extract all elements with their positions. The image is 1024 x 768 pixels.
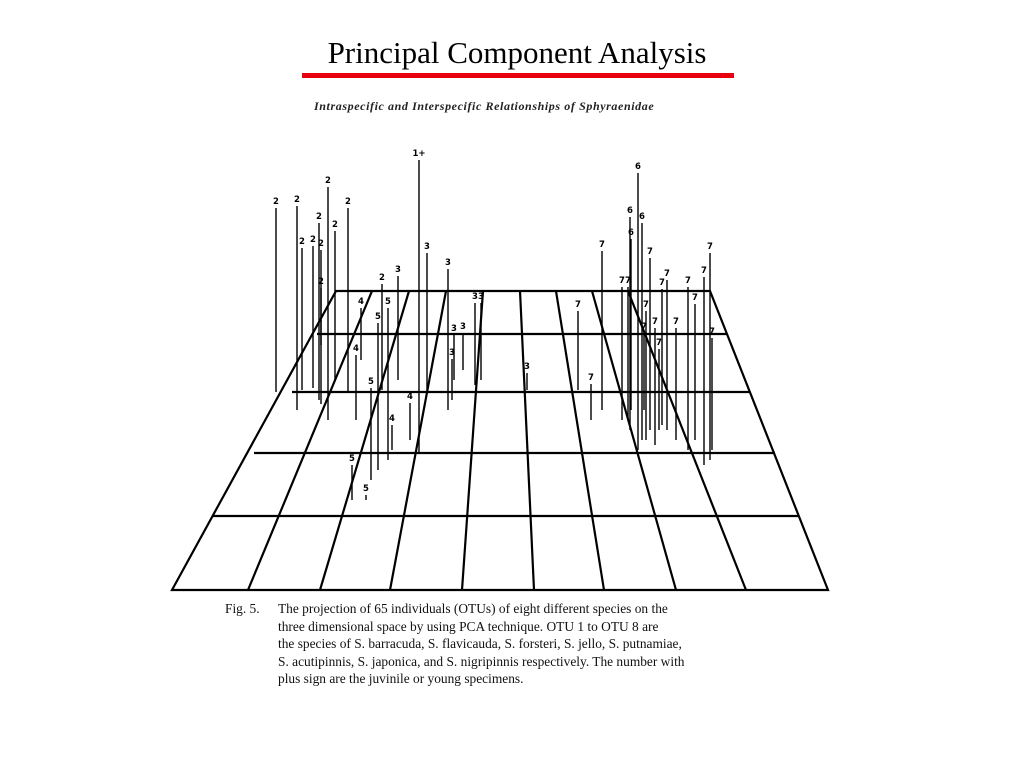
otu-label: 6 (639, 212, 645, 222)
otu-label: 2 (318, 277, 324, 287)
otu-label: 5 (368, 377, 374, 387)
otu-label: 7 (707, 242, 713, 252)
otu-label: 6 (635, 162, 641, 172)
grid-plane (172, 291, 828, 590)
grid-col (592, 291, 676, 590)
otu-label: 4 (353, 344, 359, 354)
otu-label: 2 (345, 197, 351, 207)
otu-label: 7 (643, 300, 649, 310)
otu-label: 3 (424, 242, 430, 252)
otu-label: 3 (451, 324, 457, 334)
caption-line: the species of S. barracuda, S. flavicauda, S. forsteri, S. jello, S. putnamiae, (278, 636, 682, 651)
otu-label: 5 (349, 454, 355, 464)
otu-label: 3 (478, 292, 484, 302)
otu-labels (273, 149, 715, 494)
otu-label: 2 (379, 273, 385, 283)
otu-label: 7 (641, 322, 647, 332)
grid-col (248, 291, 372, 590)
otu-label: 3 (524, 362, 530, 372)
otu-label: 7 (659, 278, 665, 288)
slide-title: Principal Component Analysis (327, 35, 707, 70)
otu-label: 2 (310, 235, 316, 245)
otu-label: 1+ (412, 149, 426, 159)
otu-label: 7 (685, 276, 691, 286)
otu-label: 7 (599, 240, 605, 250)
otu-label: 2 (316, 212, 322, 222)
otu-label: 3 (445, 258, 451, 268)
otu-label: 7 (619, 276, 625, 286)
otu-label: 3 (395, 265, 401, 275)
otu-label: 7 (673, 317, 679, 327)
otu-label: 6 (628, 228, 634, 238)
otu-label: 2 (299, 237, 305, 247)
otu-label: 7 (625, 276, 631, 286)
caption-body (278, 600, 778, 688)
caption-line: plus sign are the juvinile or young specimens. (278, 671, 524, 686)
otu-label: 4 (358, 297, 364, 307)
otu-label: 7 (664, 269, 670, 279)
grid-col (462, 291, 483, 590)
otu-label: 3 (472, 292, 478, 302)
otu-label: 2 (318, 239, 324, 249)
otu-label: 4 (389, 414, 395, 424)
grid-col (520, 291, 534, 590)
otu-label: 2 (332, 220, 338, 230)
otu-label: 4 (407, 392, 413, 402)
otu-label: 7 (575, 300, 581, 310)
otu-label: 3 (460, 322, 466, 332)
otu-label: 7 (656, 338, 662, 348)
caption-line: The projection of 65 individuals (OTUs) of eight different species on the (278, 601, 668, 616)
otu-label: 7 (709, 327, 715, 337)
caption-line: S. acutipinnis, S. japonica, and S. nigripinnis respectively. The number with (278, 653, 685, 669)
otu-label: 7 (692, 293, 698, 303)
otu-label: 7 (701, 266, 707, 276)
otu-label: 2 (294, 195, 300, 205)
otu-label: 3 (449, 348, 455, 358)
otu-label: 6 (627, 206, 633, 216)
grid-col (320, 291, 409, 590)
otu-label: 7 (588, 373, 594, 383)
figure-heading: Intraspecific and Interspecific Relationships of Sphyraenidae (314, 99, 655, 113)
caption-label: Fig. 5. (225, 601, 260, 616)
otu-label: 7 (647, 247, 653, 257)
otu-label: 5 (363, 484, 369, 494)
otu-label: 7 (652, 317, 658, 327)
otu-label: 2 (273, 197, 279, 207)
otu-label: 2 (325, 176, 331, 186)
grid-col (556, 291, 604, 590)
grid-outline (172, 291, 828, 590)
caption-line: three dimensional space by using PCA technique. OTU 1 to OTU 8 are (278, 618, 659, 634)
otu-label: 5 (385, 297, 391, 307)
otu-label: 5 (375, 312, 381, 322)
